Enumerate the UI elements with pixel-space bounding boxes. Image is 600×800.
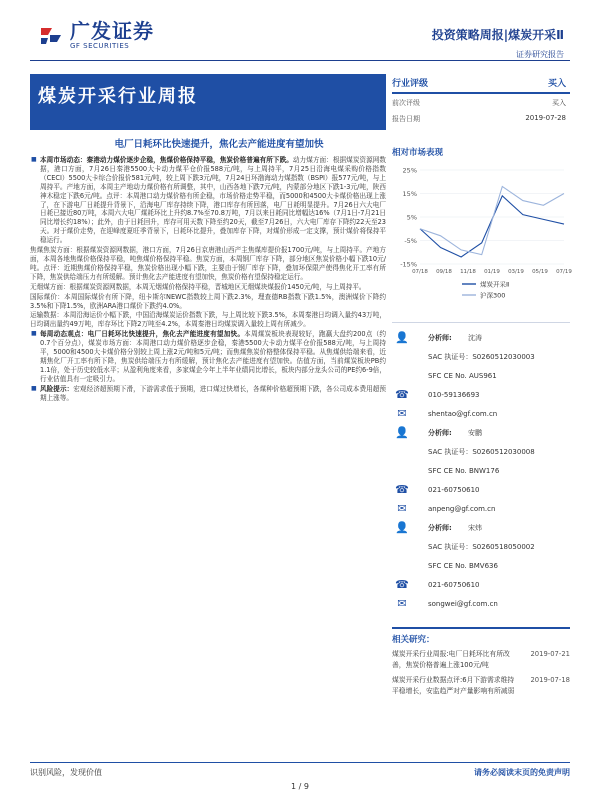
related-title: 相关研究： — [392, 635, 435, 645]
analyst-row — [392, 423, 570, 442]
mail-icon: ✉ — [397, 407, 407, 420]
y-tick-label: 25% — [402, 166, 417, 175]
related-item-text: 煤炭开采行业数据点评:6月下游需求维持平稳增长，安监趋严对产量影响有所减弱 — [392, 676, 515, 695]
x-tick-label: 11/18 — [460, 269, 476, 275]
analyst-info: SAC 执证号：S0260512030008 — [428, 447, 535, 456]
para1-text: 动力煤方面：根据煤炭资源网数据，港口方面，7月26日秦港5500大卡动力煤平仓价报588元/吨，与上周持平，7月25日沿海电煤采购价格指数（CECI）5500大卡综合价报价581元/吨，较上周下跌3元/吨，7月24日环渤海动力煤指数（BSPI）报577元/吨，与上周持平。产地方面，本周主产地动力煤价格有所调整，其中，山西各地下跌7元/吨，内蒙部分地区下跌1-3元/吨，陕西神木稳定下跌6元/吨。点评：本周港口动力煤价格有所企稳，市场价格走势平稳，而5000和4500大卡煤价格出现上涨了，在下游电厂日耗提升背景下，沿海电厂库存持续下降，港口库存有所回落，电厂日耗明显提升。7月26日六大电厂日耗已接近80万吨，本周六大电厂煤耗环比上升约8.7%至70.8万吨，7月以来日耗同比增幅达16%（7月1日-7月21日同比增长约18%）；此外，由于日耗回升，库存可用天数下降至约20天，截至7月26日，六大电厂库存下降约22天至23天。对于煤价走势，在迎峰度夏旺季背景下，日耗环比提升，叠加库存下降，对煤价形成一定支撑，预计煤价将保持平稳运行。 — [40, 156, 387, 245]
phone-icon: ☎ — [395, 388, 409, 401]
chart-svg — [392, 164, 570, 314]
page-number: 1 / 9 — [291, 782, 309, 791]
analyst-icon: 👤 — [395, 521, 409, 534]
analyst-info: SFC CE No. BNW176 — [428, 466, 500, 475]
doc-type: 证券研究报告 — [516, 50, 564, 59]
analyst-row — [392, 556, 570, 575]
header-right — [432, 26, 564, 60]
analyst-phone: 021-60750610 — [428, 485, 480, 494]
para6-bold: 电厂日耗环比快速提升，焦化去产能进度有望加快。 — [87, 330, 245, 339]
mail-icon: ✉ — [397, 502, 407, 515]
report-subtitle: 电厂日耗环比快速提升，焦化去产能进度有望加快 — [114, 139, 324, 150]
analyst-row — [392, 499, 570, 518]
analyst-row — [392, 404, 570, 423]
prev-rating-label: 前次评级 — [392, 99, 420, 107]
paragraph-views — [30, 330, 386, 383]
related-item-date: 2019-07-21 — [530, 650, 570, 658]
para1-lead: 本周市场动态： — [40, 156, 87, 164]
para6-lead: 每周动态观点： — [40, 330, 88, 339]
para7-text: 宏观经济超预期下滑，下游需求低于预期，进口煤过快增长，各煤种价格超预期下跌，各公司成本费用超预期上涨等。 — [40, 384, 387, 402]
paragraph-anthracite: 无烟煤方面：根据煤炭资源网数据，本周无烟煤价格保持平稳，晋城地区无烟煤块煤报价1450元/吨，与上周持平。 — [30, 282, 366, 291]
analyst-list — [392, 322, 570, 613]
header-divider — [30, 60, 570, 61]
analyst-role: 分析师: — [428, 523, 452, 532]
analyst-role: 分析师: — [428, 428, 452, 437]
x-tick-label: 03/19 — [508, 269, 524, 275]
y-tick-label: 5% — [406, 213, 417, 222]
analyst-info: 宋炜 — [468, 523, 482, 532]
y-tick-label: 15% — [402, 190, 417, 198]
y-tick-label: -15% — [400, 260, 417, 269]
analyst-phone: 010-59136693 — [428, 390, 480, 399]
x-tick-label: 01/19 — [484, 269, 500, 275]
analyst-info: 安鹏 — [468, 428, 482, 437]
x-tick-label: 05/19 — [532, 269, 548, 275]
paragraph-transport: 运输数据：本周沿海运价小幅下跌，中国沿海煤炭运价指数下跌，与上周比较下跌3.5%，本周秦港日均调入量约43万吨，日均调出量约49万吨，库存环比下降2万吨至4.2%，本周秦港日均煤炭调入量较上周有所减少。 — [30, 311, 386, 329]
paragraph-coking: 焦煤焦炭方面：根据煤炭资源网数据，港口方面，7月26日京唐港山西产主焦煤库提价报1700元/吨，与上周持平。产地方面，本周各地焦煤价格保持平稳，吨焦煤价格保持平稳。焦炭方面，本周钢厂库存下降，部分地区焦炭价格小幅下跌10元/吨。点评：近期焦煤价格保持平稳，焦炭价格出现小幅下跌，主要由于钢厂库存下降，叠加环保限产使得焦化开工率有所下降，焦炭供给端压力有所缓解。预计焦化去产能进度有望加快，焦炭价格有望保持稳定运行。 — [30, 246, 386, 281]
chart-title: 相对市场表现 — [392, 148, 444, 158]
phone-icon: ☎ — [395, 483, 409, 496]
paragraph-risk — [30, 385, 386, 403]
analyst-email[interactable]: songwei@gf.com.cn — [428, 599, 498, 608]
logo-cn: 广发证券 — [70, 19, 154, 43]
phone-icon: ☎ — [395, 578, 409, 591]
related-item-text: 煤炭开采行业周报:电厂日耗环比有所改善，焦炭价格普遍上涨100元/吨 — [392, 650, 510, 669]
analyst-row — [392, 328, 570, 347]
analyst-icon: 👤 — [395, 331, 409, 344]
analyst-row — [392, 385, 570, 404]
footer-divider — [30, 762, 570, 763]
rating-header — [392, 74, 570, 94]
legend-label: 煤炭开采Ⅱ — [480, 280, 510, 289]
analyst-row — [392, 461, 570, 480]
x-tick-label: 07/18 — [412, 269, 428, 275]
analyst-phone: 021-60750610 — [428, 580, 480, 589]
paragraph-market — [30, 156, 386, 245]
report-date-label: 报告日期 — [392, 115, 420, 123]
mail-icon: ✉ — [397, 597, 407, 610]
prev-rating-value: 买入 — [552, 99, 566, 107]
x-tick-label: 07/19 — [556, 269, 572, 275]
para7-lead: 风险提示： — [40, 384, 74, 393]
analyst-icon: 👤 — [395, 426, 409, 439]
analyst-row — [392, 537, 570, 556]
related-research — [392, 627, 570, 697]
analyst-info: 沈涛 — [468, 333, 482, 342]
analyst-row — [392, 366, 570, 385]
prev-rating-row — [392, 94, 570, 110]
report-title: 煤炭开采行业周报 — [38, 86, 198, 107]
relative-performance-chart — [392, 164, 570, 314]
analyst-row — [392, 347, 570, 366]
y-tick-label: -5% — [404, 237, 417, 245]
related-item[interactable] — [392, 649, 570, 671]
paragraph-intl: 国际煤价：本周国际煤价有所下降，纽卡斯尔NEWC指数较上周下跌2.3%，理查德RB指数下跌1.5%，澳洲煤价下降约3.5%和下降1.5%，欧洲ARA港口煤价下跌约4.0%。 — [30, 292, 386, 310]
rating-value: 买入 — [547, 79, 566, 89]
analyst-row — [392, 594, 570, 613]
logo-mark-icon — [38, 22, 64, 48]
analyst-email[interactable]: anpeng@gf.com.cn — [428, 504, 496, 513]
series-line — [420, 186, 564, 254]
para6-text: 本周煤炭板块表现较好，跑赢大盘约200点（约0.7个百分点），煤炭市场方面：本周港口动力煤价格逐步企稳，秦港5500大卡动力煤平仓价报588元/吨，与上周持平，5000和4500大卡煤价格分别较上周上涨2元/吨和5元/吨；而焦煤焦炭价格整体保持平稳。从焦煤供给端来看，近期焦化厂开工率有所下降，焦炭供给端压力有所缓解，预计焦化去产能进度有望加快。估值方面，当前煤炭板块PB约1.1倍，处于历史较低水平；从盈利角度来看，多家煤企今年上半年业绩同比增长，板块内部分龙头公司的PE约6-9倍，行业估值具有一定吸引力。 — [40, 330, 387, 383]
report-body — [30, 156, 386, 403]
analyst-row — [392, 480, 570, 499]
related-item-date: 2019-07-18 — [530, 676, 570, 684]
analyst-row — [392, 442, 570, 461]
header-title: 投资策略周报|煤炭开采Ⅱ — [431, 28, 564, 42]
x-tick-label: 09/18 — [436, 269, 452, 275]
report-date-value: 2019-07-28 — [525, 114, 566, 122]
analyst-info: SAC 执证号：S0260518050002 — [428, 542, 535, 551]
analyst-role: 分析师: — [428, 333, 452, 342]
analyst-email[interactable]: shentao@gf.com.cn — [428, 409, 498, 418]
footer-disclaimer: 请务必阅读末页的免责声明 — [474, 768, 570, 777]
para1-bold: 秦港动力煤价逐步企稳，焦煤价格保持平稳，焦炭价格普遍有所下跌。 — [86, 156, 293, 164]
analyst-info: SAC 执证号：S0260512030003 — [428, 352, 535, 361]
related-item[interactable] — [392, 675, 570, 697]
report-banner — [30, 74, 386, 130]
legend-label: 沪深300 — [480, 291, 506, 300]
analyst-row — [392, 518, 570, 537]
company-logo — [38, 20, 154, 50]
analyst-row — [392, 575, 570, 594]
analyst-info: SFC CE No. BMV636 — [428, 561, 498, 570]
logo-en: GF SECURITIES — [70, 42, 130, 50]
footer-slogan: 识别风险，发现价值 — [30, 768, 102, 777]
sidebar — [392, 74, 570, 701]
report-date-row — [392, 110, 570, 126]
analyst-info: SFC CE No. AUS961 — [428, 371, 497, 380]
rating-label: 行业评级 — [392, 79, 429, 89]
